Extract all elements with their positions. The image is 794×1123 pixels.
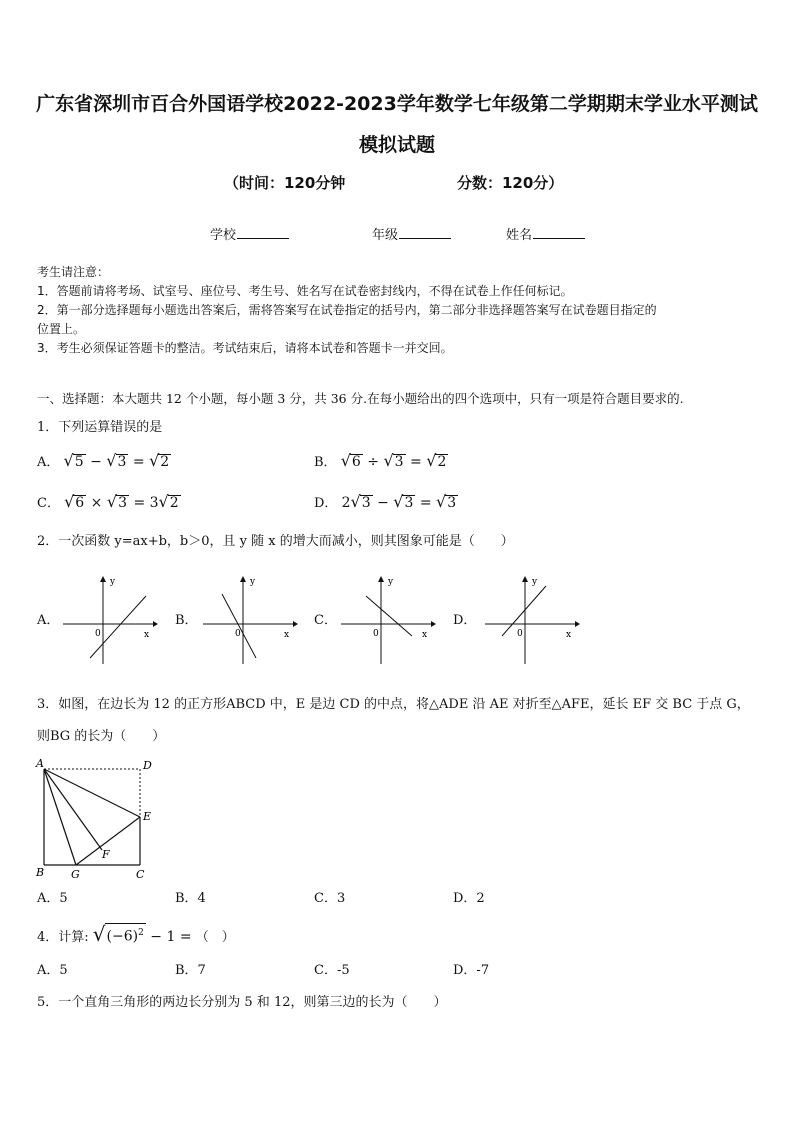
- point-g-label: G: [71, 868, 80, 880]
- q1-c-expression: √6 × √3 = 3√2: [64, 492, 179, 511]
- q2-option-c-label[interactable]: C．: [314, 613, 337, 628]
- q1-a-expression: √5 − √3 = √2: [63, 451, 170, 470]
- q5-stem: 5．一个直角三角形的两边长分别为 5 和 12，则第三边的长为（ ）: [37, 995, 447, 1010]
- q2-option-a-label[interactable]: A．: [37, 613, 60, 628]
- q4-option-d[interactable]: D．-7: [453, 963, 490, 978]
- notice-item: 位置上。: [37, 322, 86, 336]
- grade-blank: [399, 226, 451, 239]
- y-axis-label: y: [250, 577, 256, 587]
- notice-block: [37, 263, 657, 358]
- point-a-label: A: [36, 757, 44, 770]
- q2-graph-d[interactable]: [480, 572, 580, 666]
- q3-option-c[interactable]: C．3: [314, 891, 346, 906]
- notice-item: 1．答题前请将考场、试室号、座位号、考生号、姓名写在试卷密封线内，不得在试卷上作任何标记。: [37, 284, 573, 298]
- school-field: [210, 224, 289, 243]
- q1-option-a[interactable]: [37, 451, 171, 470]
- q1-option-b[interactable]: [314, 451, 448, 470]
- q4-option-a[interactable]: A．5: [37, 963, 68, 978]
- q2-graph-c[interactable]: [336, 572, 436, 666]
- point-e-label: E: [143, 810, 152, 823]
- grade-field: [372, 224, 451, 243]
- q4-stem-prefix: 4．计算:: [37, 930, 89, 945]
- section-heading: 一、选择题：本大题共 12 个小题，每小题 3 分，共 36 分.在每小题给出的四个选项中，只有一项是符合题目要求的.: [37, 391, 684, 406]
- origin-label: 0: [373, 629, 379, 639]
- name-label: 姓名: [506, 228, 533, 243]
- notice-item: 2．第一部分选择题每小题选出答案后，需将答案写在试卷指定的括号内，第二部分非选择题答案写在试卷题目指定的: [37, 303, 657, 317]
- q4-option-b[interactable]: B．7: [175, 963, 206, 978]
- q2-stem: 2．一次函数 y=ax+b，b＞0，且 y 随 x 的增大而减小，则其图象可能是（ ）: [37, 534, 514, 549]
- notice-item: 3．考生必须保证答题卡的整洁。考试结束后，请将本试卷和答题卡一并交回。: [37, 341, 453, 355]
- y-axis-label: y: [532, 577, 538, 587]
- x-axis-label: x: [144, 630, 150, 640]
- q2-option-d-label[interactable]: D．: [453, 613, 477, 628]
- q2-option-b-label[interactable]: B．: [175, 613, 198, 628]
- name-blank: [533, 226, 585, 239]
- q3-stem-line2: 则BG 的长为（ ）: [37, 729, 166, 744]
- exam-title-line2: 模拟试题: [358, 134, 435, 156]
- q3-square-figure: [34, 755, 159, 880]
- q1-d-expression: 2√3 − √3 = √3: [341, 492, 457, 511]
- origin-label: 0: [517, 629, 523, 639]
- exam-score: 分数：120分）: [457, 174, 564, 192]
- q2-graph-b[interactable]: [198, 572, 298, 666]
- school-blank: [237, 226, 289, 239]
- option-letter: C．: [37, 496, 60, 511]
- point-f-label: F: [102, 848, 110, 861]
- grade-label: 年级: [372, 228, 399, 243]
- option-letter: D．: [314, 496, 338, 511]
- origin-label: 0: [235, 629, 241, 639]
- school-label: 学校: [210, 228, 237, 243]
- q4-option-c[interactable]: C．-5: [314, 963, 350, 978]
- q3-option-d[interactable]: D．2: [453, 891, 485, 906]
- x-axis-label: x: [566, 630, 572, 640]
- q3-stem-line1: 3．如图，在边长为 12 的正方形ABCD 中，E 是边 CD 的中点，将△ADE 沿 AE 对折至△AFE，延长 EF 交 BC 于点 G，: [37, 697, 750, 712]
- q4-expression: $√(-6)^2 - 1$ =: [92, 922, 192, 946]
- y-axis-label: y: [388, 577, 394, 587]
- q3-option-a[interactable]: A．5: [37, 891, 68, 906]
- notice-heading: 考生请注意：: [37, 265, 110, 279]
- name-field: [506, 224, 585, 243]
- q4-stem: [37, 922, 235, 947]
- q3-option-b[interactable]: B．4: [175, 891, 206, 906]
- q1-stem: 1．下列运算错误的是: [37, 420, 163, 435]
- point-d-label: D: [143, 759, 152, 772]
- point-c-label: C: [136, 868, 145, 880]
- y-axis-label: y: [110, 577, 116, 587]
- option-letter: A．: [37, 455, 60, 470]
- option-letter: B．: [314, 455, 337, 470]
- q1-option-d[interactable]: [314, 492, 458, 511]
- x-axis-label: x: [422, 630, 428, 640]
- exam-time: （时间：120分钟: [224, 174, 346, 192]
- x-axis-label: x: [284, 630, 290, 640]
- origin-label: 0: [95, 629, 101, 639]
- q2-graph-a[interactable]: [58, 572, 158, 666]
- point-b-label: B: [36, 866, 45, 879]
- q4-stem-suffix: （ ）: [195, 930, 235, 945]
- q1-option-c[interactable]: [37, 492, 181, 511]
- q1-b-expression: √6 ÷ √3 = √2: [340, 451, 447, 470]
- exam-title-line1: 广东省深圳市百合外国语学校2022-2023学年数学七年级第二学期期末学业水平测试: [36, 93, 758, 115]
